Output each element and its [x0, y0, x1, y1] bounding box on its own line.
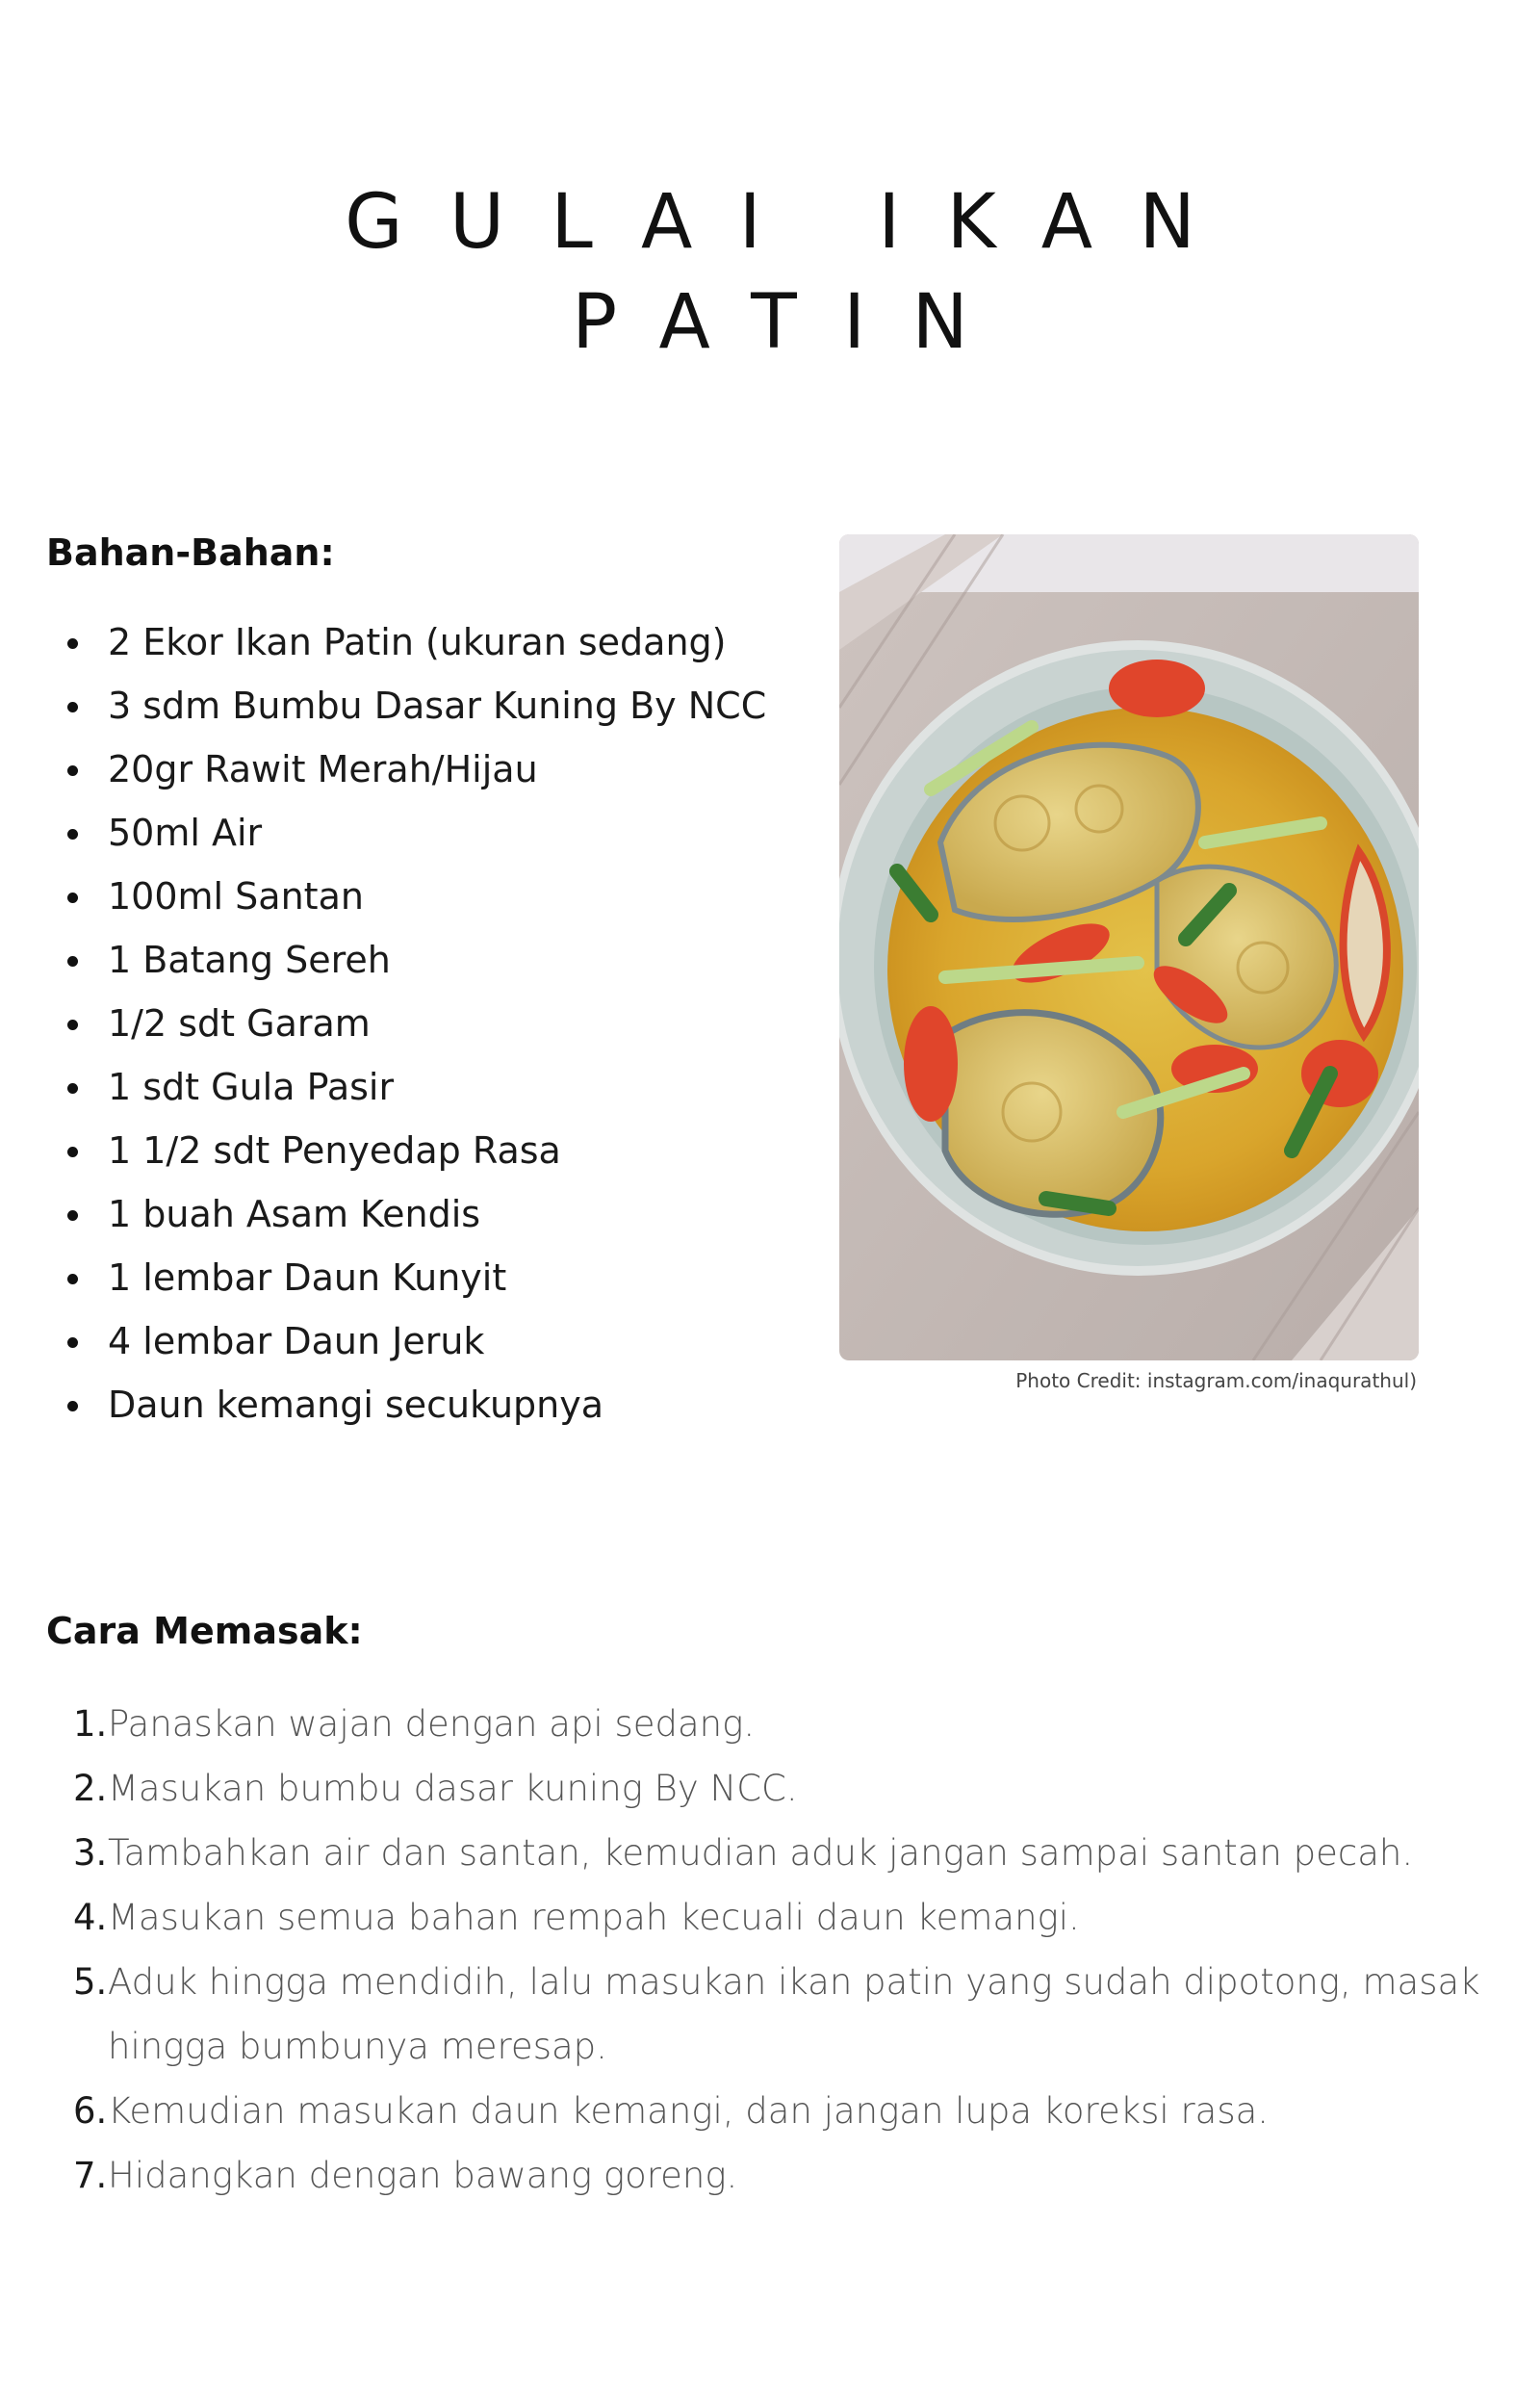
step-item — [0, 2143, 1502, 2208]
bullet-icon — [67, 1210, 78, 1221]
ingredient-text: 50ml Air — [108, 812, 263, 854]
bullet-icon — [67, 1020, 78, 1030]
bullet-icon — [67, 956, 78, 967]
list-item — [0, 738, 808, 801]
ingredient-text: 1 1/2 sdt Penyedap Rasa — [108, 1129, 561, 1172]
bullet-icon — [67, 1274, 78, 1284]
steps-heading: Cara Memasak: — [46, 1610, 363, 1652]
list-item — [0, 1373, 808, 1436]
bullet-icon — [67, 1401, 78, 1411]
step-text: Tambahkan air dan santan, kemudian aduk jangan sampai santan pecah. — [108, 1832, 1414, 1874]
step-number: 4. — [73, 1897, 108, 1938]
step-text: Panaskan wajan dengan api sedang. — [108, 1703, 756, 1745]
step-item — [0, 1821, 1502, 1885]
bullet-icon — [67, 1083, 78, 1094]
step-item — [0, 1692, 1502, 1756]
bullet-icon — [67, 765, 78, 776]
ingredient-text: 20gr Rawit Merah/Hijau — [108, 748, 538, 790]
step-text: Masukan bumbu dasar kuning By NCC. — [108, 1768, 798, 1809]
ingredient-text: 1 buah Asam Kendis — [108, 1193, 481, 1235]
photo-credit: Photo Credit: instagram.com/inaqurathul) — [1015, 1369, 1417, 1392]
page-title-line-2: PATIN — [572, 279, 1015, 366]
list-item — [0, 992, 808, 1055]
bullet-icon — [67, 1147, 78, 1157]
step-item — [0, 2079, 1502, 2143]
ingredient-text: 3 sdm Bumbu Dasar Kuning By NCC — [108, 685, 767, 727]
step-number: 2. — [73, 1768, 108, 1809]
list-item — [0, 1119, 808, 1182]
step-number: 5. — [73, 1961, 108, 2003]
step-text: Hidangkan dengan bawang goreng. — [108, 2155, 738, 2196]
ingredient-text: 1 lembar Daun Kunyit — [108, 1256, 507, 1299]
ingredients-heading: Bahan-Bahan: — [46, 531, 335, 574]
ingredient-text: 1 Batang Sereh — [108, 939, 391, 981]
bullet-icon — [67, 1337, 78, 1348]
ingredients-list — [0, 610, 808, 1436]
list-item — [0, 674, 808, 738]
dish-photo-illustration — [839, 534, 1419, 1360]
list-item — [0, 928, 808, 992]
list-item — [0, 1246, 808, 1309]
step-number: 7. — [73, 2155, 108, 2196]
list-item — [0, 1309, 808, 1373]
page-title-line-1: GULAI IKAN — [345, 179, 1243, 266]
list-item — [0, 1182, 808, 1246]
ingredient-text: 2 Ekor Ikan Patin (ukuran sedang) — [108, 621, 727, 663]
list-item — [0, 865, 808, 928]
step-item — [0, 1885, 1502, 1950]
step-text: Aduk hingga mendidih, lalu masukan ikan patin yang sudah dipotong, masak hingga bumbunya meresap. — [108, 1961, 1480, 2067]
bullet-icon — [67, 638, 78, 649]
step-item — [0, 1950, 1502, 2079]
ingredient-text: 1/2 sdt Garam — [108, 1002, 371, 1045]
steps-list — [0, 1692, 1502, 2208]
ingredient-text: 4 lembar Daun Jeruk — [108, 1320, 485, 1362]
bullet-icon — [67, 893, 78, 903]
dish-photo — [839, 534, 1419, 1360]
step-number: 1. — [73, 1703, 108, 1745]
ingredient-text: 100ml Santan — [108, 875, 364, 918]
list-item — [0, 610, 808, 674]
ingredient-text: Daun kemangi secukupnya — [108, 1384, 604, 1426]
step-number: 3. — [73, 1832, 108, 1874]
step-item — [0, 1756, 1502, 1821]
step-number: 6. — [73, 2090, 108, 2132]
ingredient-text: 1 sdt Gula Pasir — [108, 1066, 395, 1108]
step-text: Masukan semua bahan rempah kecuali daun kemangi. — [108, 1897, 1080, 1938]
list-item — [0, 801, 808, 865]
bullet-icon — [67, 829, 78, 840]
bullet-icon — [67, 702, 78, 712]
step-text: Kemudian masukan daun kemangi, dan jangan lupa koreksi rasa. — [108, 2090, 1270, 2132]
list-item — [0, 1055, 808, 1119]
